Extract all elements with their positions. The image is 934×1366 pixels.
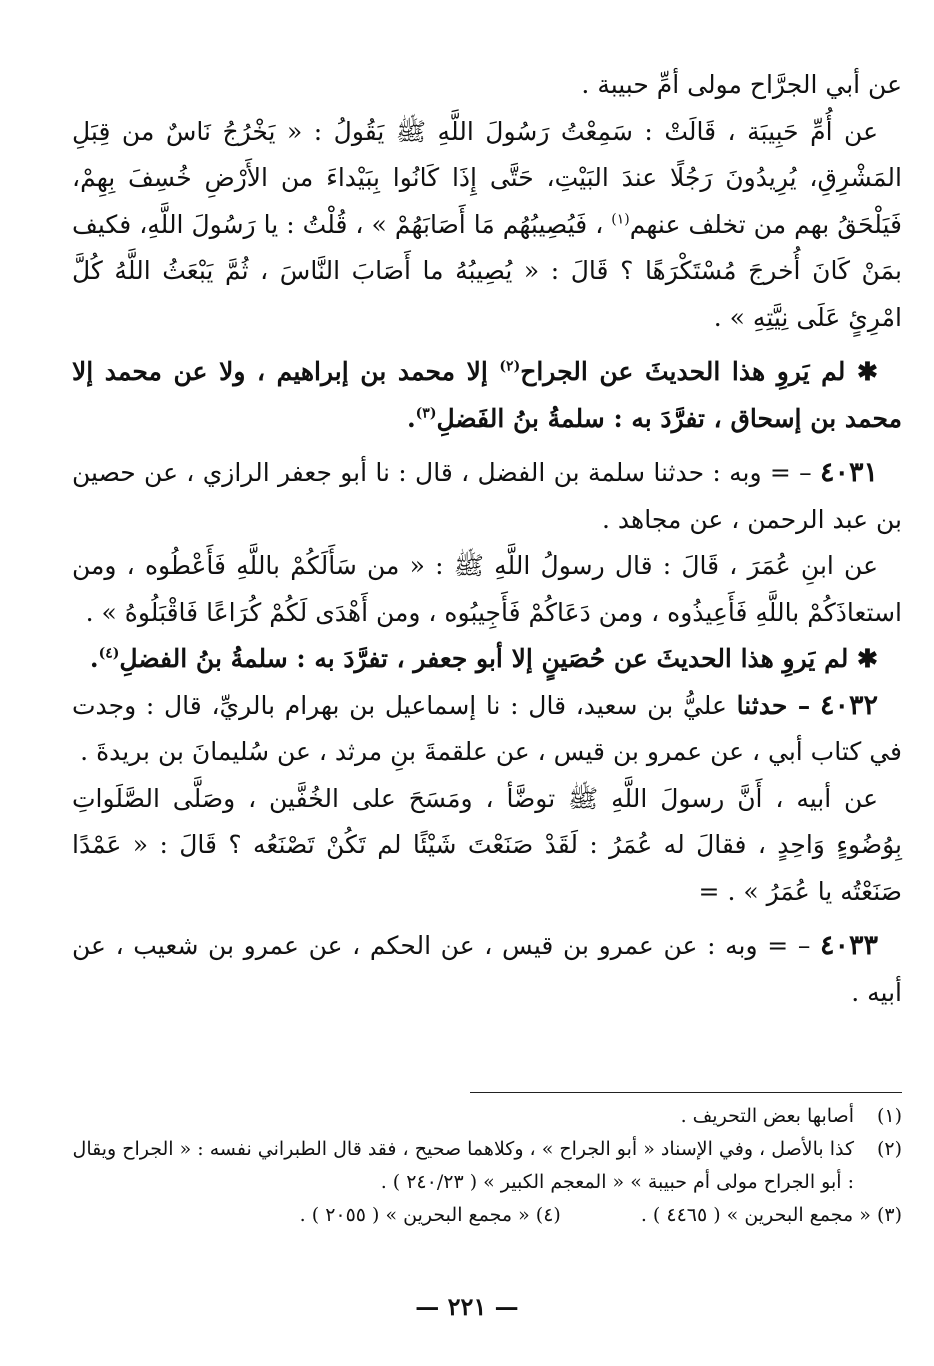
note-text-cont: إلا محمد بن إبراهيم ، ولا عن محمد إلا محمد بن إسحاق ، تفرَّدَ به : سلمةُ بنُ الفَضلِ (72, 357, 902, 433)
footnotes-3-4 (72, 1199, 902, 1232)
footnote-number: (٢) (876, 1138, 902, 1160)
footnote-number: (٣) (876, 1204, 902, 1226)
footnotes (72, 1100, 902, 1232)
footnote-number: (١) (876, 1105, 902, 1127)
intro-line: عن أبي الجرَّاح مولى أمِّ حبيبة . (581, 70, 902, 99)
narrator-note-2 (72, 636, 902, 683)
footnote-ref: (١) (611, 211, 630, 228)
hadith-text-cont: ، فَيُصِيبُهُم مَا أَصَابَهُمْ » ، قُلْتُ : يا رَسُولَ اللَّهِ، فكيف بمَنْ كَانَ أُخرجَ مُسْتَكْرَهًا ؟ قَالَ : « يُصِيبُهُ ما أَصَابَ النَّاسَ ، ثُمَّ يَبْعَثُ اللَّهُ كُلَّ امْرِئٍ عَلَى نِيَّتِهِ » . (72, 209, 902, 332)
hadith-number: ٤٠٣٢ (819, 689, 878, 721)
narrator-note-1 (72, 349, 902, 442)
footnote-text: أصابها بعض التحريف . (680, 1105, 854, 1127)
hadith-number: ٤٠٣١ (819, 457, 878, 488)
footnote-1 (72, 1100, 902, 1133)
asterisk-icon: ✱ (857, 644, 878, 673)
footnote-2 (72, 1133, 902, 1199)
footnote-divider (470, 1092, 902, 1093)
note-text: لم يَروِ هذا الحديثَ عن الجراح (520, 357, 846, 386)
hadith-4032 (72, 683, 902, 776)
hadith-paragraph-3: عن أبيه ، أَنَّ رسولَ اللَّهِ ﷺ توضَّأ ، ومَسَحَ على الخُفَّين ، وصَلَّى الصَّلَواتِ بِوُضُوءٍ وَاحِدٍ ، فقالَ له عُمَرُ : لَقَدْ صَنَعْتَ شَيْئًا لم تَكُنْ تَصْنَعُه ؟ قَالَ : « عَمْدًا صَنَعْتُه يا عُمَرُ » . = (72, 783, 902, 906)
note-end: . (406, 403, 416, 433)
footnote-number: (٤) (535, 1204, 561, 1226)
footnote-3 (641, 1199, 902, 1232)
footnote-text: كذا بالأصل ، وفي الإسناد « أبو الجراح » ، وكلاهما صحيح ، فقد قال الطبراني نفسه : « الجراح ويقال : أبو الجراح مولى أم حبيبة » « المعجم الكبير » ( ٢٤٠/٢٣ ) . (72, 1138, 854, 1193)
hadith-4031 (72, 450, 902, 543)
main-text (72, 62, 902, 1016)
hadith-paragraph-2: عن ابنِ عُمَرَ ، قَالَ : قال رسولُ اللَّهِ ﷺ : « من سَأَلَكُمْ باللَّهِ فَأَعْطُوه ، ومن استعاذَكُمْ باللَّهِ فَأَعِيذُوه ، ومن دَعَاكُمْ فَأَجِيبُوه ، ومن أَهْدَى لَكُمْ كُرَاعًا فَاقْبَلُوهُ » . (72, 551, 902, 627)
footnote-text: « مجمع البحرين » ( ٤٤٦٥ ) . (640, 1204, 871, 1226)
hadith-text: عن أُمِّ حَبِيبَة ، قَالَتْ : سَمِعْتُ رَسُولَ اللَّهِ ﷺ يَقُولُ : « يَخْرُجُ نَاسٌ من قِبَلِ المَشْرِقِ، يُرِيدُونَ رَجُلًا عندَ البَيْتِ، حَتَّى إِذَا كَانُوا بِبَيْداءَ من الأَرْضِ خُسِفَ بِهِمْ، فَيَلْحَقُ بهم من تخلف عنهم (72, 116, 902, 239)
asterisk-icon: ✱ (857, 357, 878, 386)
note-text: لم يَروِ هذا الحديثَ عن حُصَينٍ إلا أبو جعفر ، تفرَّدَ به : سلمةُ بنُ الفضلِ (119, 644, 849, 673)
isnad-text: – = وبه : حدثنا سلمة بن الفضل ، قال : نا أبو جعفر الرازي ، عن حصين بن عبد الرحمن ، عن مجاهد . (72, 458, 902, 534)
hadith-paragraph-1 (72, 109, 902, 342)
footnote-text: « مجمع البحرين » ( ٢٠٥٥ ) . (299, 1204, 530, 1226)
hadith-number: ٤٠٣٣ (819, 930, 878, 961)
hadith-4033 (72, 923, 902, 1016)
footnote-4 (300, 1199, 561, 1232)
footnote-ref: (٢) (499, 358, 521, 375)
isnad-lead: – حدثنا (736, 690, 811, 720)
note-end: . (89, 644, 99, 673)
isnad-text: عليُّ بن سعيد، قال : نا إسماعيل بن بهرام بالريِّ، قال : وجدت في كتاب أبي ، عن عمرو بن قيس ، عن علقمةَ بنِ مرثد ، عن سُليمانَ بن بريدةَ . (72, 690, 902, 766)
footnote-ref: (٤) (98, 645, 120, 662)
isnad-text: – = وبه : عن عمرو بن قيس ، عن الحكم ، عن عمرو بن شعيب ، عن أبيه . (72, 931, 902, 1007)
footnote-ref: (٣) (415, 405, 437, 422)
page-number: — ٢٢١ — (415, 1292, 519, 1321)
